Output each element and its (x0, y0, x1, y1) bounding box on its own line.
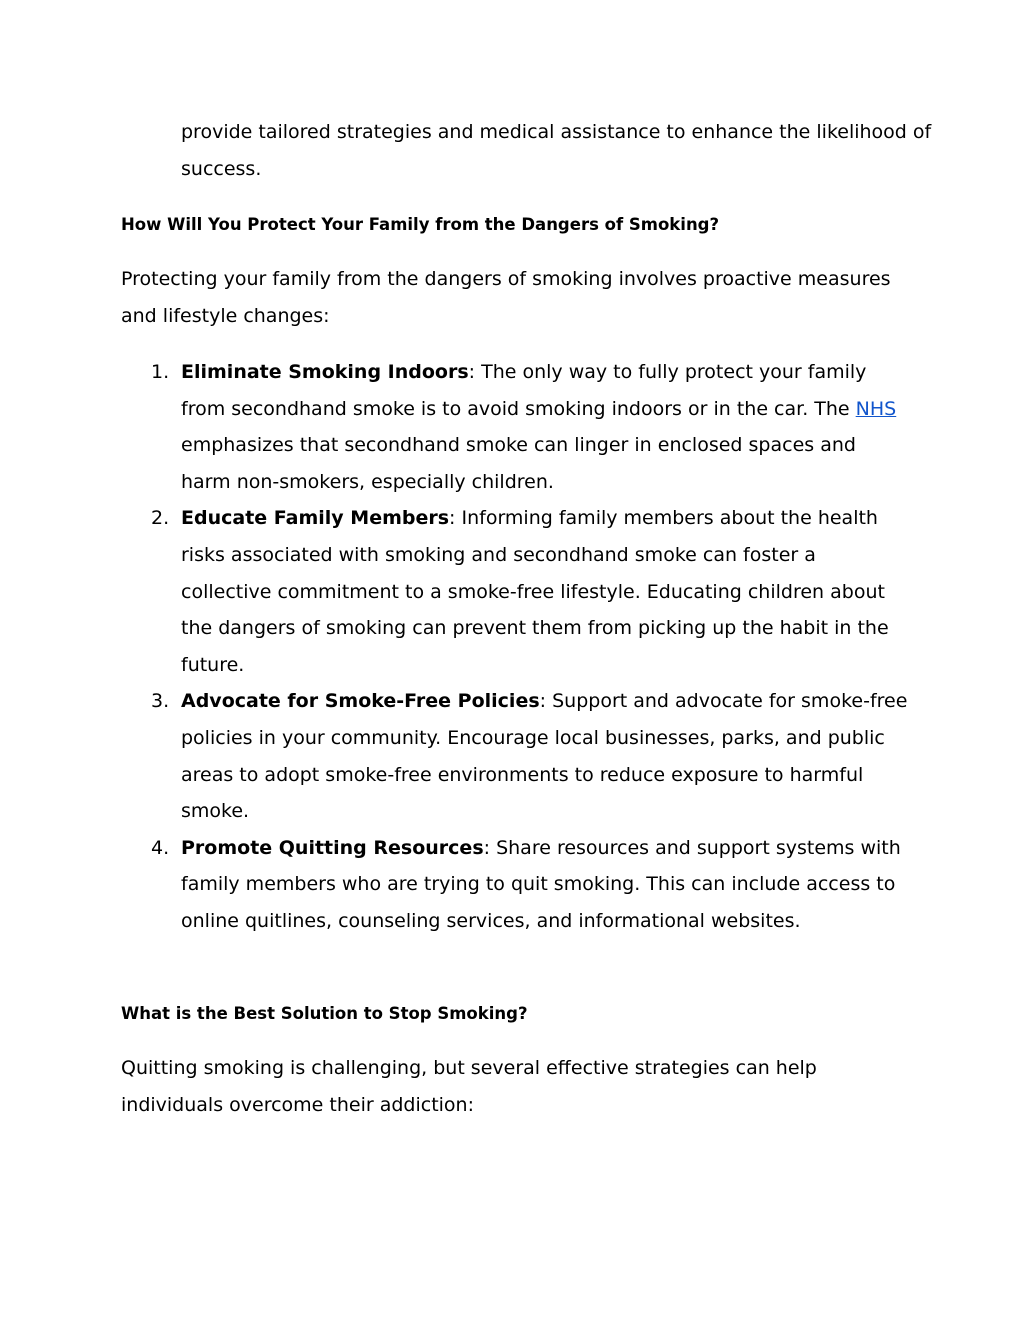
list-item-text-continued: emphasizes that secondhand smoke can linger in enclosed spaces and harm non-smokers, especially children. (181, 434, 856, 493)
list-item-number: 3. (151, 690, 170, 713)
section-heading-protect-family: How Will You Protect Your Family from the Dangers of Smoking? (121, 215, 720, 234)
nhs-link[interactable]: NHS (855, 397, 897, 420)
section-intro-best-solution: Quitting smoking is challenging, but several effective strategies can help individuals overcome their addiction: (121, 1057, 817, 1116)
list-item-text: : Share resources and support systems with family members who are trying to quit smoking. This can include access to online quitlines, counseling services, and informational websites. (181, 836, 901, 932)
section-intro-protect-family: Protecting your family from the dangers of smoking involves proactive measures and lifestyle changes: (121, 268, 891, 327)
list-item-number: 1. (151, 361, 170, 383)
list-item (121, 830, 911, 940)
list-item (121, 354, 911, 500)
list-item-number: 2. (151, 507, 170, 530)
list-item-text: : Informing family members about the health risks associated with smoking and secondhand smoke can foster a collective commitment to a smoke-free lifestyle. Educating children about the dangers of smoking can prevent them from picking up the habit in the future. (181, 507, 889, 676)
list-item (121, 683, 911, 829)
protection-measures-list (121, 354, 921, 940)
continuation-paragraph: provide tailored strategies and medical assistance to enhance the likelihood of success. (181, 121, 932, 180)
list-item-text: : Support and advocate for smoke-free policies in your community. Encourage local businesses, parks, and public areas to adopt smoke-free environments to reduce exposure to harmful smoke. (181, 690, 908, 823)
list-item-number: 4. (151, 836, 170, 859)
list-item-text: : The only way to fully protect your family from secondhand smoke is to avoid smoking indoors or in the car. The (181, 361, 867, 420)
list-item-title: Advocate for Smoke-Free Policies (181, 690, 540, 713)
list-item-title: Promote Quitting Resources (181, 836, 484, 859)
list-item-title: Eliminate Smoking Indoors (181, 361, 469, 383)
list-item-title: Educate Family Members (181, 507, 450, 530)
list-item (121, 500, 911, 683)
section-heading-best-solution: What is the Best Solution to Stop Smoking? (121, 1004, 528, 1023)
